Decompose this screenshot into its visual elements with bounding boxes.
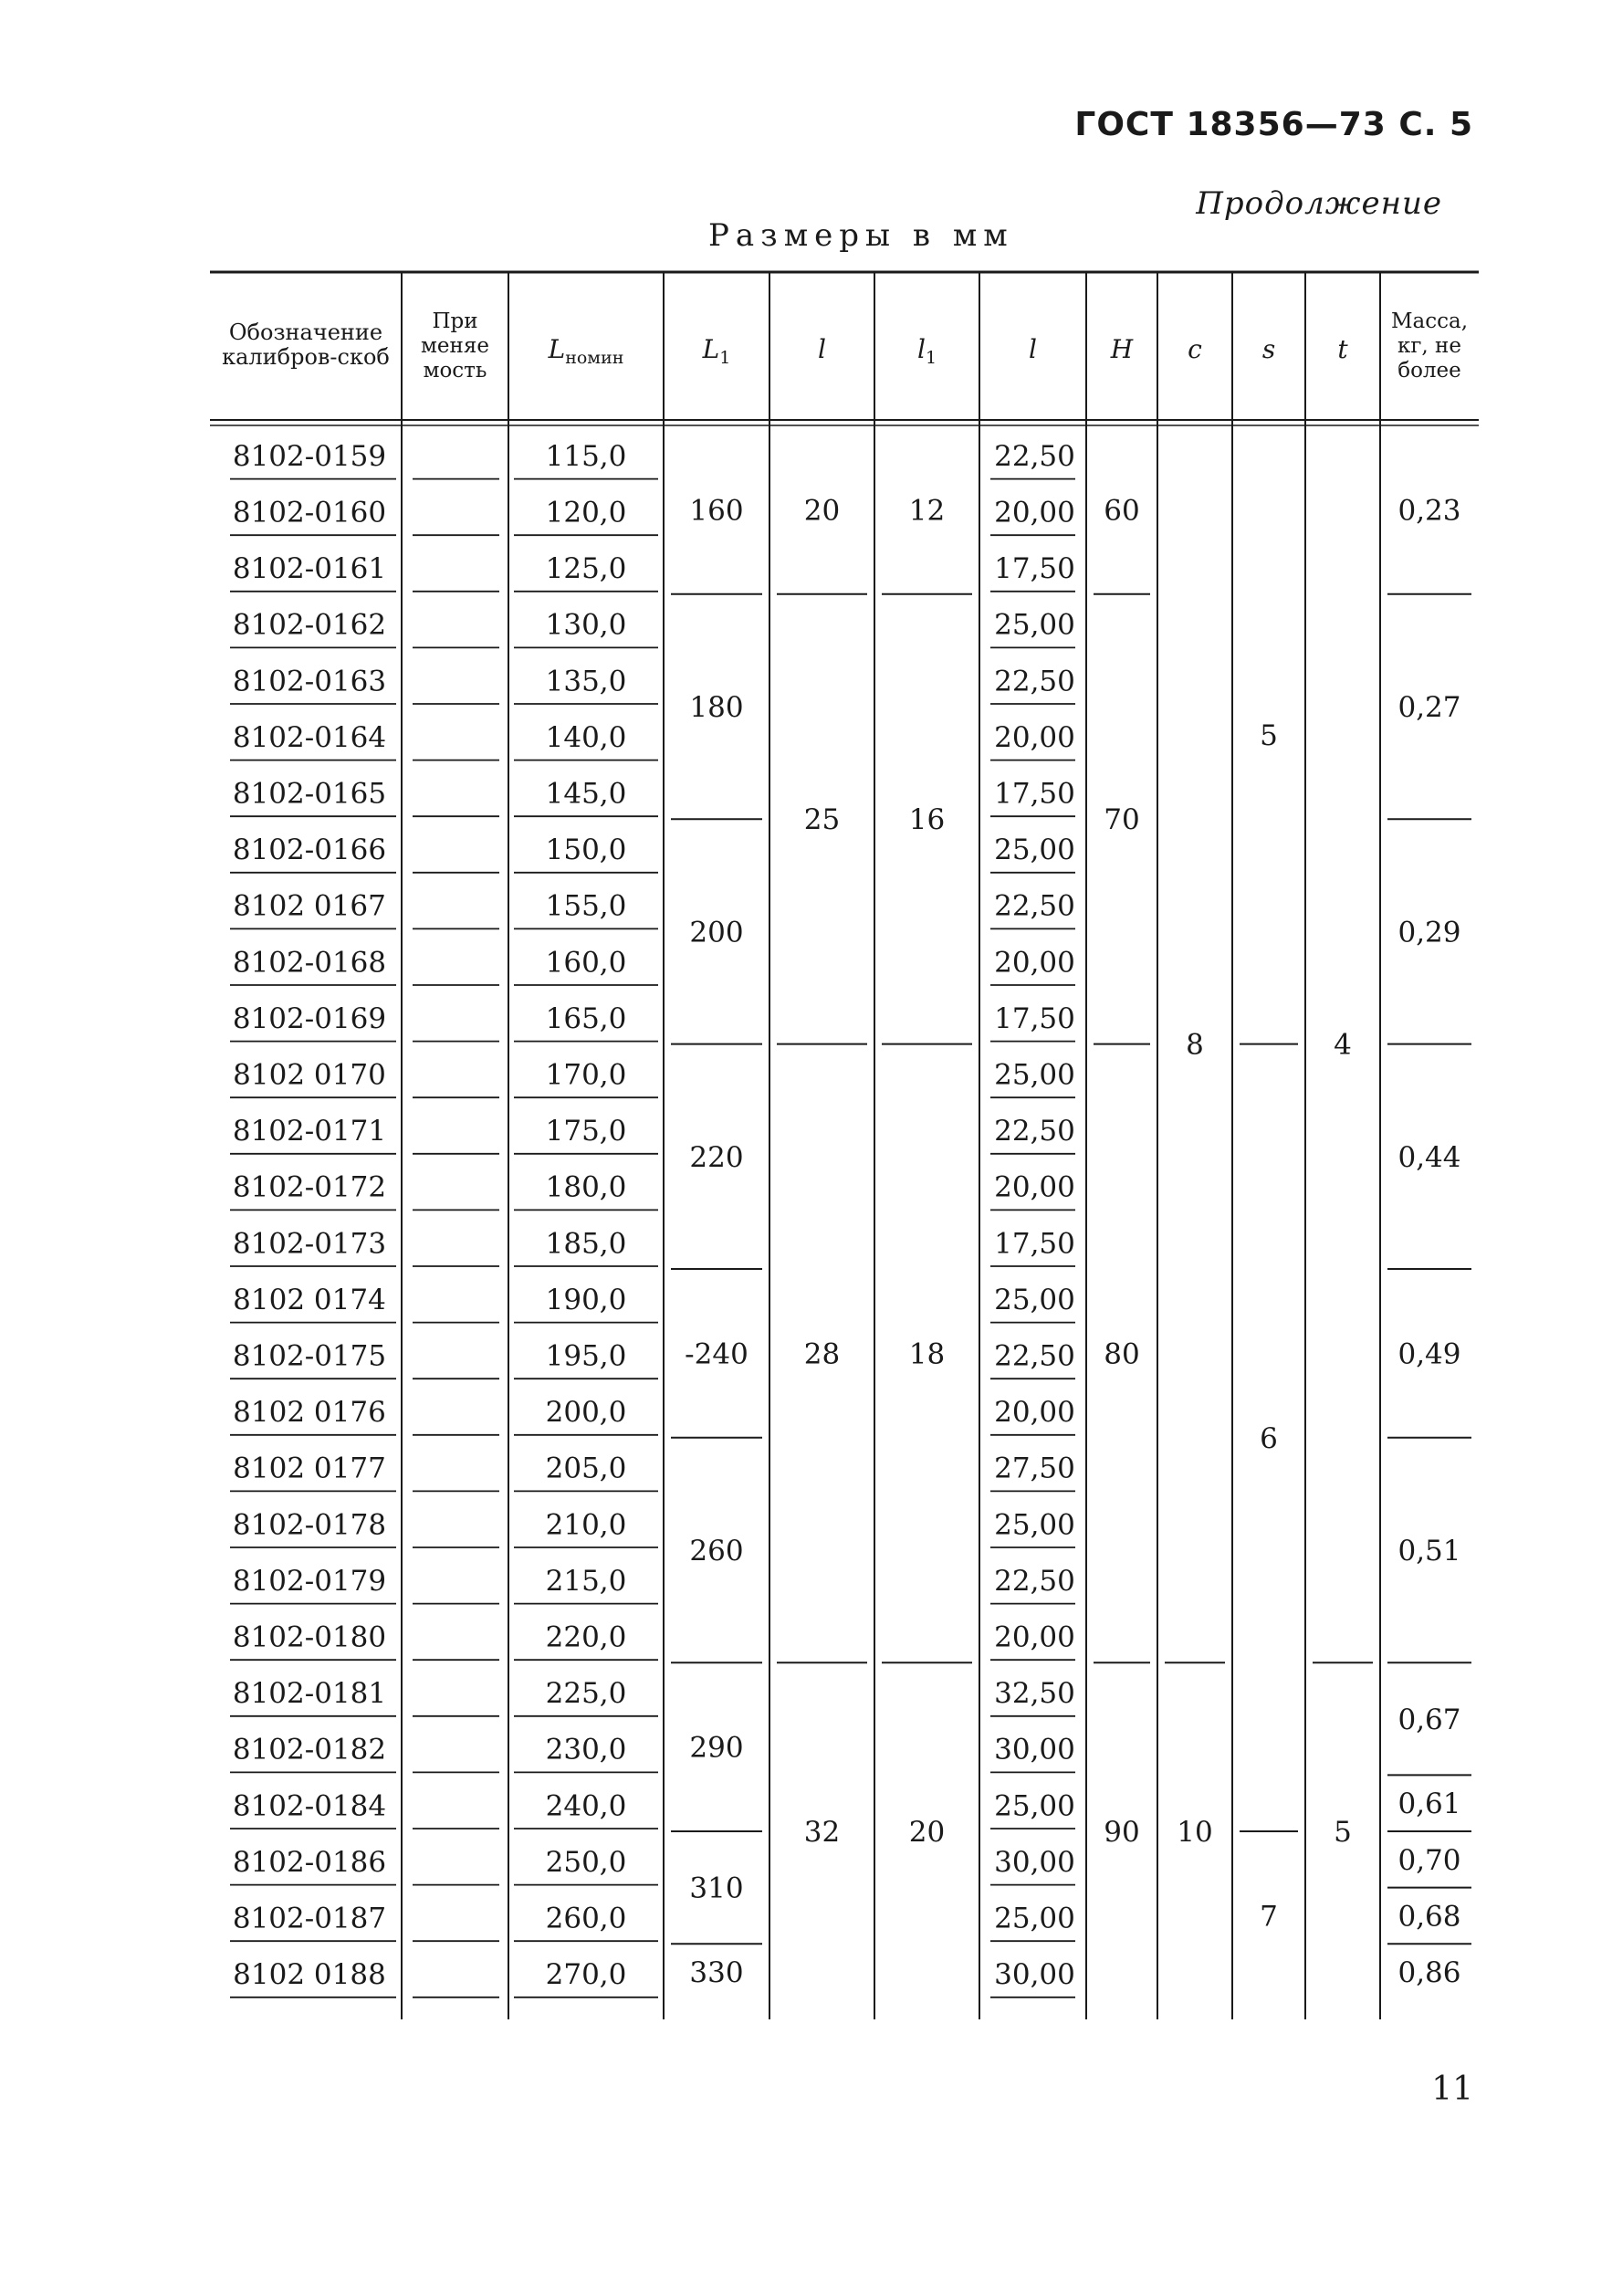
l-cell: 17,50	[994, 1001, 1075, 1035]
l-cell: 20,00	[994, 946, 1075, 980]
mass-group-value: 0,86	[1397, 1956, 1461, 1989]
column-header: мость	[423, 359, 487, 383]
mass-group-value: 0,44	[1397, 1140, 1461, 1174]
l1-group-value: 12	[908, 494, 946, 528]
l-group-value: 20	[803, 494, 841, 528]
column-header: t	[1337, 334, 1348, 364]
l-cell: 25,00	[994, 1789, 1075, 1823]
designation-cell: 8102-0166	[232, 833, 387, 867]
designation-cell: 8102-0163	[232, 665, 387, 698]
c-group-value: 10	[1177, 1816, 1213, 1849]
designation-cell: 8102-0186	[232, 1845, 387, 1879]
l-nom-cell: 155,0	[545, 889, 627, 923]
mass-group-value: 0,29	[1397, 916, 1461, 949]
l-nom-cell: 160,0	[545, 946, 627, 980]
mass-group-value: 0,70	[1397, 1843, 1461, 1877]
designation-cell: 8102-0175	[232, 1339, 387, 1373]
designation-cell: 8102-0160	[232, 496, 387, 529]
l-cell: 25,00	[994, 1283, 1075, 1316]
designation-cell: 8102-0169	[232, 1001, 387, 1035]
l1-group-value: 200	[689, 916, 744, 949]
l-cell: 22,50	[994, 1115, 1075, 1148]
l-nom-cell: 150,0	[545, 833, 627, 867]
designation-cell: 8102 0170	[233, 1058, 386, 1092]
l1-group-value: 20	[908, 1816, 946, 1849]
h-group-value: 90	[1104, 1816, 1140, 1849]
l-cell: 25,00	[994, 1902, 1075, 1935]
l1-group-value: 180	[689, 691, 744, 724]
l-nom-cell: 185,0	[545, 1227, 627, 1261]
l-cell: 30,00	[994, 1958, 1075, 1992]
column-header: l	[818, 334, 826, 364]
l1-group-value: 160	[689, 494, 744, 528]
designation-cell: 8102-0179	[232, 1564, 387, 1598]
mass-group-value: 0,27	[1397, 691, 1461, 724]
column-header: кг, не	[1397, 334, 1461, 358]
column-header: Обозначение	[228, 320, 383, 345]
designation-cell: 8102-0162	[232, 608, 387, 642]
l-nom-cell: 170,0	[545, 1058, 627, 1092]
column-header: s	[1261, 334, 1276, 364]
l1-group-value: 18	[908, 1337, 946, 1371]
t-group-value: 4	[1334, 1028, 1352, 1062]
l1-group-value: 330	[689, 1956, 744, 1989]
l-cell: 25,00	[994, 833, 1075, 867]
l-nom-cell: 230,0	[545, 1733, 627, 1767]
l-group-value: 25	[803, 803, 841, 837]
l-nom-cell: 175,0	[545, 1115, 627, 1148]
mass-group-value: 0,68	[1397, 1900, 1461, 1934]
l-group-value: 28	[803, 1337, 841, 1371]
designation-cell: 8102-0184	[232, 1789, 387, 1823]
l-nom-cell: 195,0	[545, 1339, 627, 1373]
c-group-value: 8	[1186, 1028, 1204, 1062]
s-group-value: 5	[1260, 718, 1278, 752]
l-nom-cell: 190,0	[545, 1283, 627, 1316]
designation-cell: 8102-0178	[232, 1508, 387, 1542]
l-group-value: 32	[803, 1816, 841, 1849]
l-nom-cell: 180,0	[545, 1170, 627, 1204]
l-cell: 22,50	[994, 439, 1075, 473]
l-cell: 25,00	[994, 1058, 1075, 1092]
l-cell: 20,00	[994, 1620, 1075, 1654]
column-header: $L_{номин}$	[548, 334, 624, 368]
l-nom-cell: 125,0	[545, 552, 627, 586]
l-nom-cell: 135,0	[545, 665, 627, 698]
l-cell: 20,00	[994, 1396, 1075, 1430]
l-cell: 30,00	[994, 1733, 1075, 1767]
l-cell: 17,50	[994, 552, 1075, 586]
l-cell: 22,50	[994, 1564, 1075, 1598]
l-nom-cell: 240,0	[545, 1789, 627, 1823]
designation-cell: 8102-0180	[232, 1620, 387, 1654]
column-header: $l_1$	[916, 334, 937, 368]
l-cell: 22,50	[994, 889, 1075, 923]
l-cell: 32,50	[994, 1677, 1075, 1711]
l-cell: 25,00	[994, 608, 1075, 642]
l1-group-value: 260	[689, 1535, 744, 1567]
column-header: $L_1$	[702, 334, 731, 368]
column-header: Масса,	[1390, 309, 1469, 333]
l-nom-cell: 215,0	[545, 1564, 627, 1598]
l-nom-cell: 205,0	[545, 1452, 627, 1485]
l-nom-cell: 270,0	[545, 1958, 627, 1992]
l-nom-cell: 250,0	[545, 1845, 627, 1879]
l-cell: 20,00	[994, 1170, 1075, 1204]
designation-cell: 8102-0181	[232, 1677, 387, 1711]
column-header: калибров-скоб	[222, 344, 390, 370]
l1-group-value: 220	[689, 1140, 744, 1174]
l-cell: 20,00	[994, 720, 1075, 754]
designation-cell: 8102-0161	[232, 552, 387, 586]
l-cell: 17,50	[994, 1227, 1075, 1261]
l-nom-cell: 225,0	[545, 1677, 627, 1711]
designation-cell: 8102-0165	[232, 777, 387, 811]
l-cell: 25,00	[994, 1508, 1075, 1542]
mass-group-value: 0,23	[1397, 494, 1461, 528]
document-header: ГОСТ 18356—73 С. 5	[1074, 106, 1473, 143]
l-nom-cell: 145,0	[545, 777, 627, 811]
l-nom-cell: 260,0	[545, 1902, 627, 1935]
column-header: меняе	[421, 334, 489, 358]
designation-cell: 8102-0182	[232, 1733, 387, 1767]
l-nom-cell: 165,0	[545, 1001, 627, 1035]
designation-cell: 8102-0171	[232, 1115, 387, 1148]
designation-cell: 8102 0174	[233, 1283, 386, 1316]
column-header: c	[1188, 334, 1202, 364]
designation-cell: 8102 0177	[233, 1452, 386, 1485]
s-group-value: 7	[1260, 1900, 1278, 1934]
l1-group-value: 290	[689, 1731, 744, 1765]
continued-label: Продолжение	[1196, 185, 1442, 222]
page-number: 11	[1431, 2071, 1473, 2108]
l1-group-value: -240	[685, 1337, 748, 1371]
l-cell: 22,50	[994, 665, 1075, 698]
l-nom-cell: 220,0	[545, 1620, 627, 1654]
designation-cell: 8102-0172	[232, 1170, 387, 1204]
l-cell: 30,00	[994, 1845, 1075, 1879]
designation-cell: 8102 0188	[233, 1958, 386, 1992]
l-cell: 17,50	[994, 777, 1075, 811]
l-nom-cell: 115,0	[545, 439, 627, 473]
l-nom-cell: 140,0	[545, 720, 627, 754]
h-group-value: 80	[1104, 1337, 1140, 1371]
designation-cell: 8102-0173	[232, 1227, 387, 1261]
l1-group-value: 310	[689, 1871, 744, 1905]
column-header: При	[432, 309, 478, 333]
designation-cell: 8102-0168	[232, 946, 387, 980]
h-group-value: 60	[1104, 494, 1140, 528]
designation-cell: 8102-0159	[232, 439, 387, 473]
mass-group-value: 0,61	[1397, 1788, 1461, 1821]
t-group-value: 5	[1334, 1816, 1352, 1849]
mass-group-value: 0,67	[1397, 1703, 1461, 1736]
l-nom-cell: 210,0	[545, 1508, 627, 1542]
l-nom-cell: 200,0	[545, 1396, 627, 1430]
s-group-value: 6	[1260, 1421, 1278, 1455]
mass-group-value: 0,49	[1397, 1337, 1461, 1371]
l-nom-cell: 120,0	[545, 496, 627, 529]
designation-cell: 8102 0176	[233, 1396, 386, 1430]
designation-cell: 8102 0167	[233, 889, 386, 923]
designation-cell: 8102-0187	[232, 1902, 387, 1935]
column-header: l	[1029, 334, 1037, 364]
l-cell: 27,50	[994, 1452, 1075, 1485]
l-cell: 20,00	[994, 496, 1075, 529]
column-header: H	[1110, 334, 1134, 364]
mass-group-value: 0,51	[1397, 1535, 1461, 1567]
h-group-value: 70	[1104, 803, 1140, 837]
l-nom-cell: 130,0	[545, 608, 627, 642]
units-caption: Размеры в мм	[708, 217, 1014, 254]
column-header: более	[1397, 359, 1461, 383]
l-cell: 22,50	[994, 1339, 1075, 1373]
designation-cell: 8102-0164	[232, 720, 387, 754]
l1-group-value: 16	[908, 803, 946, 837]
